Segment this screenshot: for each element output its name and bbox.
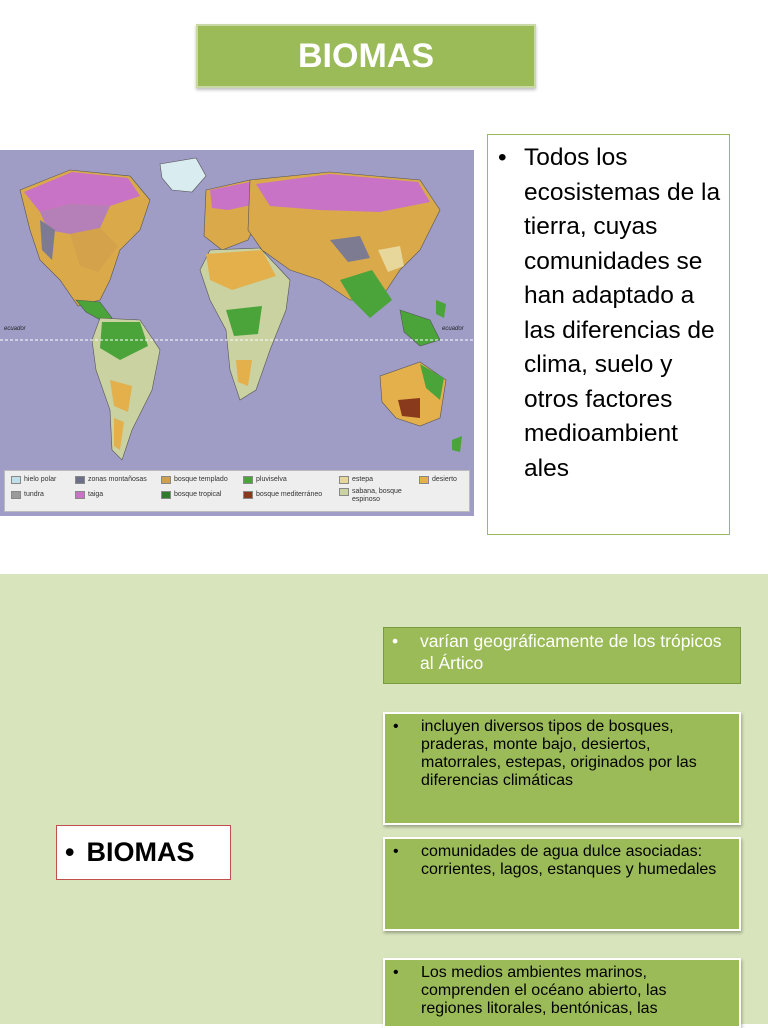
legend-swatch (339, 488, 349, 496)
legend-swatch (419, 476, 429, 484)
legend-swatch (75, 491, 85, 499)
biome-item-box (383, 958, 741, 1028)
legend-item: bosque mediterráneo (243, 491, 322, 499)
biome-item-text: varían geográficamente de los trópicos al Ártico (420, 631, 722, 673)
bullet-icon: • (392, 631, 399, 651)
slide-title: BIOMAS (196, 24, 536, 88)
equator-label-right: ecuador (442, 326, 464, 332)
biome-item-box (383, 627, 741, 684)
bullet-icon: • (393, 964, 399, 981)
biome-item-box (383, 712, 741, 825)
legend-item: tundra (11, 491, 44, 499)
legend-item: desierto (419, 476, 457, 484)
legend-swatch (75, 476, 85, 484)
bullet-icon: • (498, 144, 507, 171)
legend-swatch (161, 476, 171, 484)
legend-swatch (11, 476, 21, 484)
definition-text: Todos los ecosistemas de la tierra, cuyas comunidades se han adaptado a las diferencias de clima, suelo y otros factores medioambient ales (524, 144, 721, 482)
biome-item-box (383, 837, 741, 931)
legend-swatch (243, 491, 253, 499)
map-legend (4, 470, 470, 512)
legend-item: estepa (339, 476, 373, 484)
biomas-label-box (56, 825, 231, 880)
legend-swatch (243, 476, 253, 484)
biome-item-text: Los medios ambientes marinos, comprenden el océano abierto, las regiones litorales, bentónicas, las (421, 964, 667, 1017)
legend-item: pluviselva (243, 476, 287, 484)
world-biome-map (0, 150, 474, 516)
legend-swatch (339, 476, 349, 484)
legend-swatch (161, 491, 171, 499)
bullet-icon: • (65, 837, 75, 867)
legend-swatch (11, 491, 21, 499)
legend-item: hielo polar (11, 476, 56, 484)
legend-item: bosque tropical (161, 491, 221, 499)
legend-item: zonas montañosas (75, 476, 147, 484)
legend-item: bosque templado (161, 476, 228, 484)
biomas-label: BIOMAS (86, 837, 195, 867)
legend-item: taiga (75, 491, 103, 499)
definition-box (487, 134, 730, 535)
bullet-icon: • (393, 718, 399, 735)
legend-item: sabana, bosque espinoso (339, 488, 409, 504)
biome-item-text: incluyen diversos tipos de bosques, praderas, monte bajo, desiertos, matorrales, estepas, originados por las diferencias climáticas (421, 718, 697, 789)
map-graphic (0, 150, 474, 516)
equator-label-left: ecuador (4, 326, 26, 332)
bullet-icon: • (393, 843, 399, 860)
biome-item-text: comunidades de agua dulce asociadas: corrientes, lagos, estanques y humedales (421, 843, 717, 878)
